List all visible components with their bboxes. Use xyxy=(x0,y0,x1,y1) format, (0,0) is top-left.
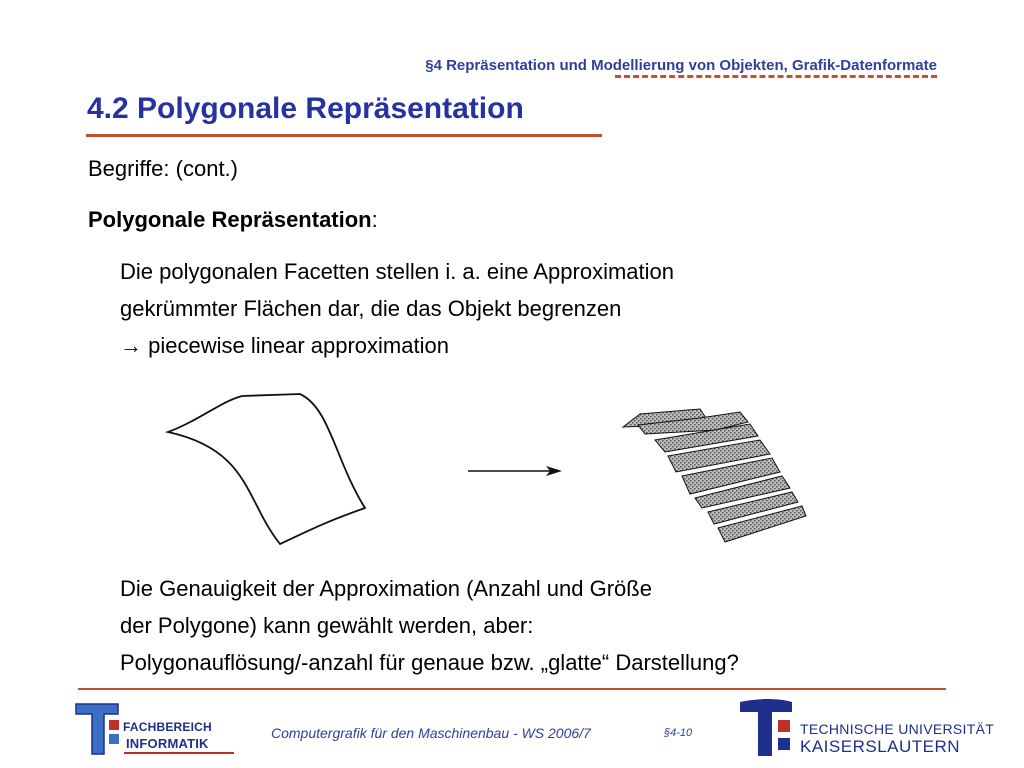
implies-arrow-icon: → xyxy=(120,333,142,358)
paragraph2-line2: der Polygone) kann gewählt werden, aber: xyxy=(120,613,534,638)
fachbereich-logo-underline xyxy=(124,752,234,754)
fachbereich-logo-line2: INFORMATIK xyxy=(126,736,209,751)
tu-logo-line2: KAISERSLAUTERN xyxy=(800,737,961,756)
page-number: §4-10 xyxy=(664,727,693,739)
footer-rule xyxy=(78,688,946,690)
paragraph1-line3 xyxy=(120,333,449,359)
section-heading-colon: : xyxy=(371,207,378,232)
paragraph1-line3-text: piecewise linear approximation xyxy=(148,333,449,358)
fachbereich-logo-line1: FACHBEREICH xyxy=(123,720,212,734)
paragraph1-line1: Die polygonalen Facetten stellen i. a. eine Approximation xyxy=(120,259,675,284)
surface-approximation-figure xyxy=(160,390,820,560)
section-heading-text: Polygonale Repräsentation xyxy=(88,207,372,232)
fachbereich-logo-icon xyxy=(74,702,124,758)
chapter-header-underline xyxy=(615,75,937,78)
chapter-header: §4 Repräsentation und Modellierung von Objekten, Grafik-Datenformate xyxy=(425,57,937,74)
slide-title: 4.2 Polygonale Repräsentation xyxy=(87,92,524,125)
tu-logo-line1: TECHNISCHE UNIVERSITÄT xyxy=(800,721,995,737)
smooth-surface-shape xyxy=(168,394,365,544)
paragraph2-line1: Die Genauigkeit der Approximation (Anzahl und Größe xyxy=(120,576,652,601)
polygon-strips xyxy=(623,409,806,542)
subtitle: Begriffe: (cont.) xyxy=(88,156,238,181)
paragraph1-line2: gekrümmter Flächen dar, die das Objekt begrenzen xyxy=(120,296,622,321)
section-heading xyxy=(88,207,378,233)
tu-kaiserslautern-logo-icon xyxy=(738,698,798,758)
title-underline xyxy=(86,134,602,137)
paragraph2-line3: Polygonauflösung/-anzahl für genaue bzw. „glatte“ Darstellung? xyxy=(120,650,739,675)
course-footer: Computergrafik für den Maschinenbau - WS 2006/7 xyxy=(271,725,591,741)
